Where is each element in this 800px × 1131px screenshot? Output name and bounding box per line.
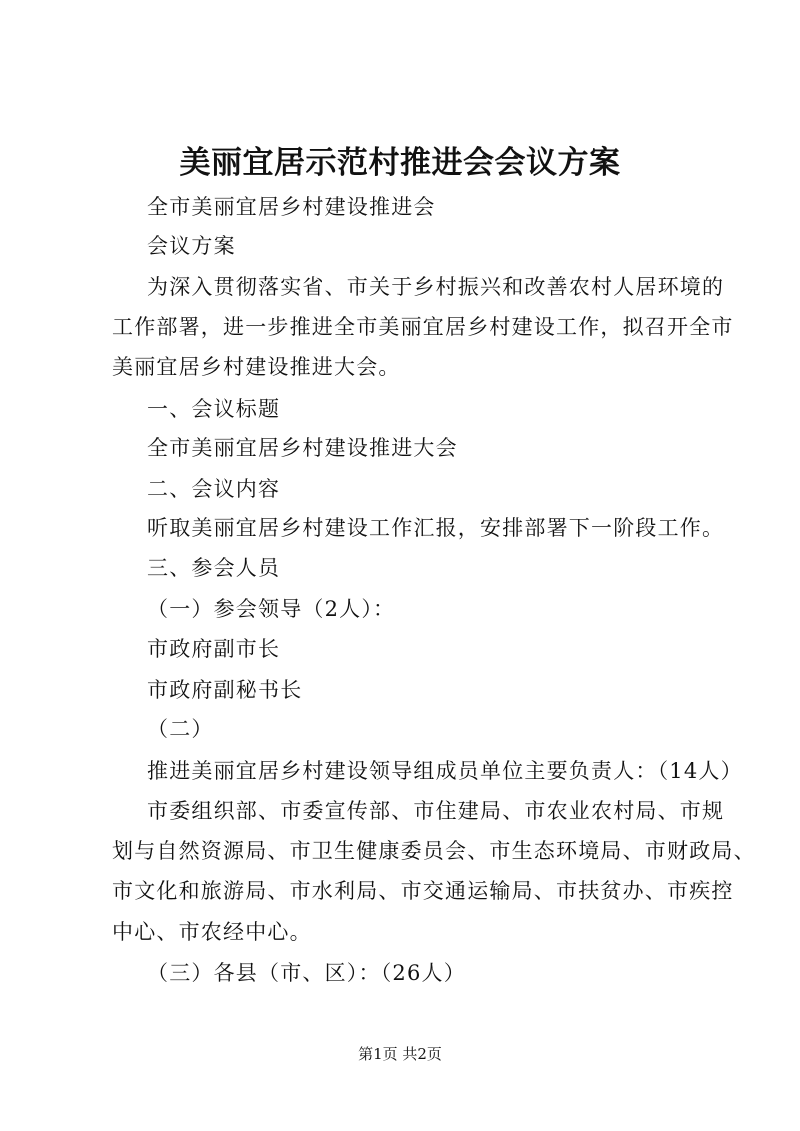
subsection-leaders: （一）参会领导（2人）： [147, 597, 396, 621]
units-paragraph-line-2: 划与自然资源局、市卫生健康委员会、市生态环境局、市财政局、 [112, 839, 756, 863]
units-paragraph-line-3: 市文化和旅游局、市水利局、市交通运输局、市扶贫办、市疾控 [112, 879, 734, 903]
intro-paragraph-line-2: 工作部署，进一步推进全市美丽宜居乡村建设工作，拟召开全市 [112, 315, 734, 339]
section-heading-attendees: 三、参会人员 [147, 556, 281, 580]
subsection-two: （二） [147, 717, 214, 741]
intro-paragraph-line-1: 为深入贯彻落实省、市关于乡村振兴和改善农村人居环境的 [147, 275, 725, 299]
intro-paragraph-line-3: 美丽宜居乡村建设推进大会。 [112, 355, 401, 379]
leader-line-2: 市政府副秘书长 [147, 678, 303, 702]
group-members-line: 推进美丽宜居乡村建设领导组成员单位主要负责人：（14人） [147, 759, 743, 783]
page-number-footer: 第1页 共2页 [358, 1045, 442, 1063]
meeting-name-line: 全市美丽宜居乡村建设推进会 [147, 195, 436, 219]
content-line: 听取美丽宜居乡村建设工作汇报，安排部署下一阶段工作。 [147, 516, 725, 540]
units-paragraph-line-1: 市委组织部、市委宣传部、市住建局、市农业农村局、市规 [147, 799, 725, 823]
subsection-counties: （三）各县（市、区）：（26人） [147, 961, 466, 985]
document-title: 美丽宜居示范村推进会会议方案 [179, 145, 621, 181]
plan-label-line: 会议方案 [147, 234, 236, 258]
section-heading-content: 二、会议内容 [147, 477, 281, 501]
units-paragraph-line-4: 中心、市农经中心。 [112, 920, 312, 944]
leader-line-1: 市政府副市长 [147, 637, 281, 661]
section-heading-title: 一、会议标题 [147, 397, 281, 421]
meeting-title-line: 全市美丽宜居乡村建设推进大会 [147, 436, 458, 460]
